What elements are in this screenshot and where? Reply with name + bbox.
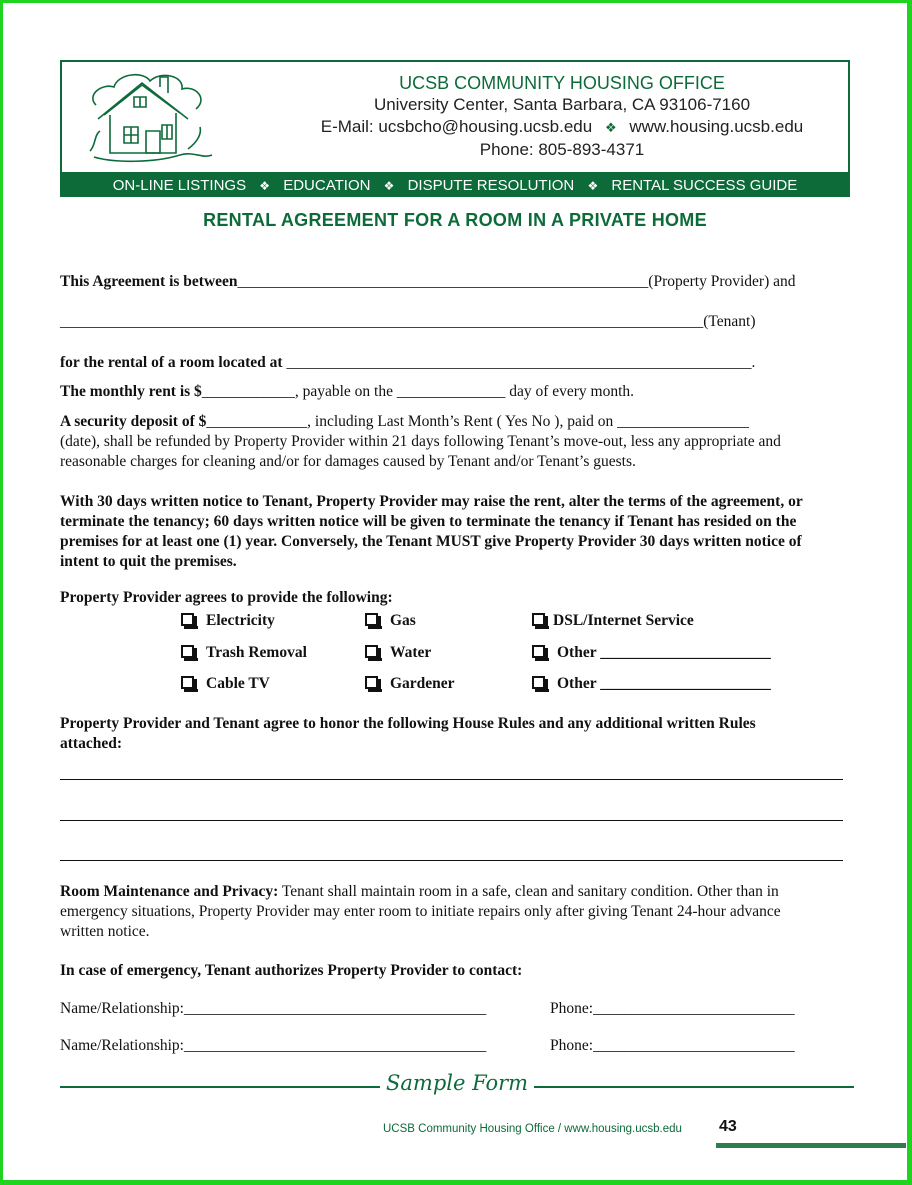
deposit-text: (date), shall be refunded by Property Provider within 21 days following Tenant’s move-out, less any appropriate and (60, 433, 781, 450)
org-name: UCSB COMMUNITY HOUSING OFFICE (399, 73, 725, 93)
maintenance-text: Tenant shall maintain room in a safe, clean and sanitary condition. Other than in (278, 883, 779, 900)
tenant-suffix: (Tenant) (703, 313, 756, 330)
footer-bar (716, 1143, 906, 1148)
checkbox-icon[interactable] (181, 676, 194, 689)
agreement-between (60, 273, 796, 291)
checkbox-water[interactable] (365, 644, 431, 662)
checkbox-gas[interactable] (365, 612, 416, 630)
checkbox-other-2[interactable] (532, 675, 771, 693)
separator-icon: ❖ (587, 179, 599, 193)
emergency-phone-1 (550, 1000, 795, 1018)
rent-mid-text: , payable on the (294, 383, 397, 400)
divider (534, 1086, 854, 1088)
provider-name-field[interactable]: _____________________________________________________ (237, 273, 649, 290)
checkbox-icon[interactable] (532, 613, 545, 626)
maintenance-label: Room Maintenance and Privacy: (60, 883, 279, 900)
checkbox-electricity[interactable] (181, 612, 275, 630)
phone-field[interactable]: __________________________ (593, 1000, 795, 1017)
emergency-contact-1 (60, 1000, 486, 1018)
maintenance-privacy (60, 882, 860, 942)
security-deposit (60, 412, 860, 472)
emergency-heading: In case of emergency, Tenant authorizes Property Provider to contact: (60, 962, 523, 979)
checkbox-trash[interactable] (181, 644, 307, 662)
room-address-field[interactable]: ____________________________________________________________ (286, 354, 752, 371)
notice-line: premises for at least one (1) year. Conversely, the Tenant MUST give Property Provider 30 days written notice of (60, 533, 802, 550)
checkbox-label: DSL/Internet Service (553, 612, 694, 629)
maintenance-text: emergency situations, Property Provider may enter room to initiate repairs only after giving Tenant 24-hour advance (60, 903, 781, 920)
footer-text: UCSB Community Housing Office / www.housing.ucsb.edu (383, 1123, 682, 1135)
address: University Center, Santa Barbara, CA 93106-7160 (373, 95, 751, 114)
checkbox-other-1[interactable] (532, 644, 771, 662)
contact-line (272, 116, 852, 139)
house-logo-icon (84, 65, 224, 165)
checkbox-label: Water (390, 644, 432, 661)
document-page (3, 3, 907, 1180)
house-rules-field[interactable] (60, 820, 843, 821)
room-location (60, 354, 755, 372)
checkbox-icon[interactable] (532, 645, 545, 658)
sample-form-label: Sample Form (386, 1071, 529, 1095)
monthly-rent (60, 383, 634, 401)
letterhead (60, 60, 850, 174)
agreement-tenant (60, 313, 756, 331)
page-number: 43 (719, 1118, 737, 1135)
room-label: for the rental of a room located at (60, 354, 283, 371)
provider-suffix: (Property Provider) and (648, 273, 796, 290)
checkbox-icon[interactable] (532, 676, 545, 689)
notice-line: With 30 days written notice to Tenant, Property Provider may raise the rent, alter the terms of the agreement, or (60, 493, 803, 510)
nav-item-guide[interactable]: RENTAL SUCCESS GUIDE (611, 177, 798, 194)
separator-icon: ❖ (383, 179, 395, 193)
rent-end-text: day of every month. (505, 383, 635, 400)
contact-name-field[interactable]: _______________________________________ (183, 1000, 487, 1017)
deposit-text: reasonable charges for cleaning and/or for damages caused by Tenant and/or Tenant’s guests. (60, 453, 636, 470)
house-rules-field[interactable] (60, 779, 843, 780)
website-link[interactable]: www.housing.ucsb.edu (629, 117, 804, 136)
nav-item-dispute[interactable]: DISPUTE RESOLUTION (407, 177, 575, 194)
emergency-phone-2 (550, 1037, 795, 1055)
between-label: This Agreement is between (60, 273, 238, 290)
separator-icon: ❖ (604, 120, 617, 135)
checkbox-label: Cable TV (206, 675, 270, 692)
phone: Phone: 805-893-4371 (479, 140, 645, 159)
provides-heading: Property Provider agrees to provide the following: (60, 589, 393, 606)
nav-item-listings[interactable]: ON-LINE LISTINGS (112, 177, 247, 194)
checkbox-gardener[interactable] (365, 675, 455, 693)
rent-amount-field[interactable]: ____________ (201, 383, 295, 400)
checkbox-icon[interactable] (181, 613, 194, 626)
other-field[interactable]: Other ______________________ (557, 675, 771, 692)
house-rules-field[interactable] (60, 860, 843, 861)
contact-label: Name/Relationship: (60, 1037, 184, 1054)
phone-label: Phone: (550, 1037, 594, 1054)
deposit-fields[interactable]: _____________, including Last Month’s Rent ( Yes No ), paid on _________________ (206, 413, 749, 430)
deposit-label: A security deposit of $ (60, 413, 207, 430)
checkbox-dsl[interactable] (532, 612, 694, 630)
house-rules-line: Property Provider and Tenant agree to honor the following House Rules and any additional written Rules (60, 715, 756, 732)
other-field[interactable]: Other ______________________ (557, 644, 771, 661)
checkbox-cable[interactable] (181, 675, 270, 693)
notice-line: intent to quit the premises. (60, 553, 237, 570)
checkbox-label: Electricity (206, 612, 275, 629)
checkbox-icon[interactable] (365, 613, 378, 626)
notice-line: terminate the tenancy; 60 days written notice will be given to terminate the tenancy if Tenant has resided on the (60, 513, 797, 530)
checkbox-label: Trash Removal (206, 644, 307, 661)
separator-icon: ❖ (259, 179, 271, 193)
period: . (751, 354, 756, 371)
checkbox-label: Gardener (390, 675, 455, 692)
contact-label: Name/Relationship: (60, 1000, 184, 1017)
maintenance-text: written notice. (60, 923, 150, 940)
page-title: RENTAL AGREEMENT FOR A ROOM IN A PRIVATE HOME (203, 210, 707, 230)
phone-label: Phone: (550, 1000, 594, 1017)
phone-field[interactable]: __________________________ (593, 1037, 795, 1054)
rent-label: The monthly rent is $ (60, 383, 202, 400)
tenant-name-field[interactable]: ___________________________________________________________________________________ (60, 313, 704, 330)
house-rules-heading (60, 714, 860, 754)
checkbox-label: Gas (390, 612, 416, 629)
emergency-contact-2 (60, 1037, 486, 1055)
divider (60, 1086, 380, 1088)
checkbox-icon[interactable] (365, 645, 378, 658)
letterhead-text (272, 72, 852, 161)
house-rules-line: attached: (60, 735, 122, 752)
checkbox-icon[interactable] (365, 676, 378, 689)
checkbox-icon[interactable] (181, 645, 194, 658)
nav-bar (60, 174, 850, 197)
rent-day-field[interactable]: ______________ (396, 383, 506, 400)
notice-terms (60, 492, 860, 572)
contact-name-field[interactable]: _______________________________________ (183, 1037, 487, 1054)
nav-item-education[interactable]: EDUCATION (283, 177, 371, 194)
email: E-Mail: ucsbcho@housing.ucsb.edu (320, 117, 593, 136)
